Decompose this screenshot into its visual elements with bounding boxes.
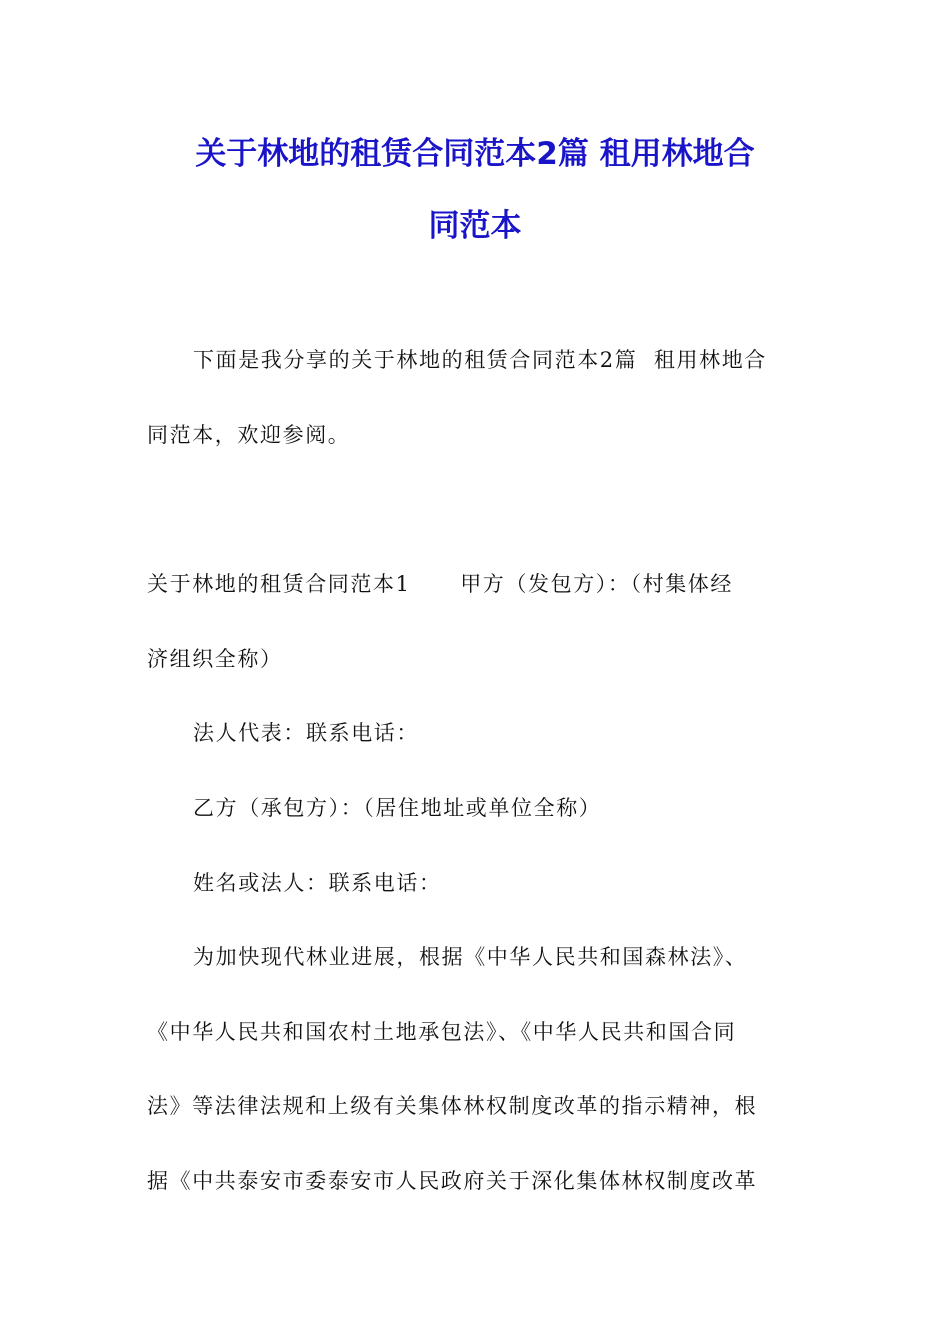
legal-rep-line: 法人代表：联系电话： [193,721,419,745]
body-line-2: 《中华人民共和国农村土地承包法》、《中华人民共和国合同 [147,1020,737,1044]
contract-heading-line: 关于林地的租赁合同范本1 甲方（发包方）：（村集体经 [147,572,734,596]
intro-line-2: 同范本，欢迎参阅。 [147,423,351,447]
intro-line-1: 下面是我分享的关于林地的租赁合同范本2篇 租用林地合 [193,348,767,372]
body-line-1: 为加快现代林业进展，根据《中华人民共和国森林法》、 [193,945,748,969]
party-a-name-line: 济组织全称） [147,647,283,671]
party-b-contact-line: 姓名或法人：联系电话： [193,871,442,895]
document-title-line-2: 同范本 [428,208,522,244]
party-b-line: 乙方（承包方）：（居住地址或单位全称） [193,796,602,820]
document-title-line-1: 关于林地的租赁合同范本2篇 租用林地合 [195,136,755,172]
body-line-4: 据《中共泰安市委泰安市人民政府关于深化集体林权制度改革 [147,1169,758,1193]
body-line-3: 法》等法律法规和上级有关集体林权制度改革的指示精神，根 [147,1094,758,1118]
